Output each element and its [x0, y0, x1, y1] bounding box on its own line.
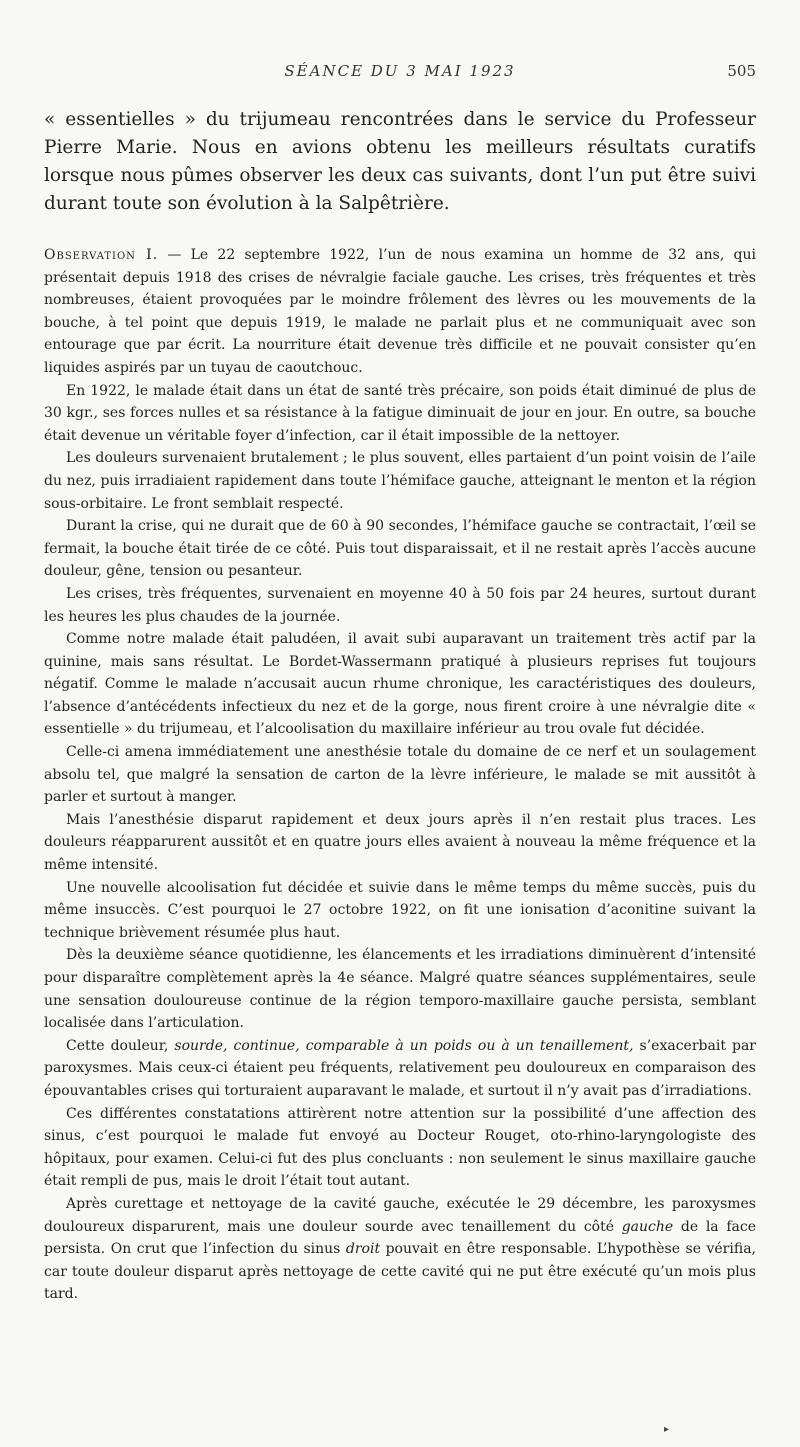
p11-text-a: Cette douleur, [66, 1037, 175, 1054]
p13-text-a: Après curettage et nettoyage de la cavité gauche, exécutée le 29 décembre, les paroxysmes douloureux disparurent, mais une douleur sourde avec tenaillement du côté [44, 1195, 756, 1235]
p13-emphasis-gauche: gauche [621, 1218, 674, 1235]
intro-section [44, 106, 756, 218]
observation-paragraph-8: Mais l’anesthésie disparut rapidement et deux jours après il n’en restait plus traces. Les douleurs réapparurent aussitôt et en quatre jours elles avaient à nouveau la même fréquence et la même intensité. [44, 811, 756, 874]
observation-text-1: — Le 22 septembre 1922, l’un de nous examina un homme de 32 ans, qui présentait depuis 1918 des crises de névralgie faciale gauche. Les crises, très fréquentes et très nombreuses, étaient provoquées par le moindre frôlement des lèvres ou les mouvements de la bouche, à tel point que depuis 1919, le malade ne parlait plus et ne communiquait avec son entourage que par écrit. La nourriture était devenue très difficile et ne pouvait consister qu’en liquides aspirés par un tuyau de caoutchouc. [44, 247, 756, 376]
p13-text-c: pouvait en être responsable. L’hypothèse se vérifia, car toute douleur disparut après nettoyage de cette cavité qui ne put être exécuté qu’un mois plus tard. [44, 1241, 756, 1303]
observation-paragraph-10: Dès la deuxième séance quotidienne, les élancements et les irradiations diminuèrent d’intensité pour disparaître complètement après la 4e séance. Malgré quatre séances supplémentaires, seule une sensation douloureuse continue de la région temporo-maxillaire gauche persista, semblant localisée dans l’articulation. [44, 947, 756, 1032]
observation-paragraph-13 [44, 1193, 756, 1306]
observation-paragraph-11 [44, 1035, 756, 1103]
observation-paragraph-5: Les crises, très fréquentes, survenaient en moyenne 40 à 50 fois par 24 heures, surtout durant les heures les plus chaudes de la journée. [44, 585, 756, 625]
p13-text-b: de la face persista. On crut que l’infection du sinus [44, 1218, 756, 1258]
page-number: 505 [727, 62, 756, 80]
observation-paragraph-9: Une nouvelle alcoolisation fut décidée et suivie dans le même temps du même succès, puis du même insuccès. C’est pourquoi le 27 octobre 1922, on fit une ionisation d’aconitine suivant la technique brièvement résumée plus haut. [44, 879, 756, 941]
p13-emphasis-droit: droit [345, 1241, 381, 1258]
observation-paragraph-1 [44, 244, 756, 380]
observation-paragraph-12: Ces différentes constatations attirèrent notre attention sur la possibilité d’une affection des sinus, c’est pourquoi le malade fut envoyé au Docteur Rouget, oto-rhino-laryngologiste des hôpitaux, pour examen. Celui-ci fut des plus concluants : non seulement le sinus maxillaire gauche était rempli de pus, mais le droit l’était tout autant. [44, 1105, 756, 1190]
intro-paragraph: « essentielles » du trijumeau rencontrées dans le service du Professeur Pierre Marie. Nous en avions obtenu les meilleurs résultats curatifs lorsque nous pûmes observer les deux cas suivants, dont l’un put être suivi durant toute son évolution à la Salpêtrière. [44, 109, 756, 214]
p11-emphasis: sourde, continue, comparable à un poids ou à un tenaillement, [174, 1037, 634, 1054]
observation-paragraph-4: Durant la crise, qui ne durait que de 60 à 90 secondes, l’hémiface gauche se contractait, l’œil se fermait, la bouche était tirée de ce côté. Puis tout disparaissait, et il ne restait après l’accès aucune douleur, gêne, tension ou pesanteur. [44, 518, 756, 580]
observation-label: Observation I. [44, 247, 159, 263]
page-header [44, 62, 756, 96]
p11-text-b: s’exacerbait par paroxysmes. Mais ceux-ci étaient peu fréquents, relativement peu douloureux en comparaison des épouvantables crises qui torturaient auparavant le malade, et surtout il n’y avait pas d’irradiations. [44, 1037, 756, 1099]
footer-mark-icon: ▸ [664, 1424, 670, 1435]
running-title: SÉANCE DU 3 MAI 1923 [284, 62, 516, 80]
observation-paragraph-3: Les douleurs survenaient brutalement ; le plus souvent, elles partaient d’un point voisin de l’aile du nez, puis irradiaient rapidement dans toute l’hémiface gauche, atteignant le menton et la région sous-orbitaire. Le front semblait respecté. [44, 450, 756, 512]
observation-paragraph-7: Celle-ci amena immédiatement une anesthésie totale du domaine de ce nerf et un soulagement absolu tel, que malgré la sensation de carton de la lèvre inférieure, le malade se mit aussitôt à parler et surtout à manger. [44, 744, 756, 806]
observation-paragraph-2: En 1922, le malade était dans un état de santé très précaire, son poids était diminué de plus de 30 kgr., ses forces nulles et sa résistance à la fatigue diminuait de jour en jour. En outre, sa bouche était devenue un véritable foyer d’infection, car il était impossible de la nettoyer. [44, 382, 756, 444]
observation-paragraph-6: Comme notre malade était paludéen, il avait subi auparavant un traitement très actif par la quinine, mais sans résultat. Le Bordet-Wassermann pratiqué à plusieurs reprises fut toujours négatif. Comme le malade n’accusait aucun rhume chronique, les caractéristiques des douleurs, l’absence d’antécédents infectieux du nez et de la gorge, nous firent croire à une névralgie dite « essentielle » du trijumeau, et l’alcoolisation du maxillaire inférieur au trou ovale fut décidée. [44, 631, 756, 738]
page [44, 62, 756, 1306]
observation-section [44, 244, 756, 1306]
